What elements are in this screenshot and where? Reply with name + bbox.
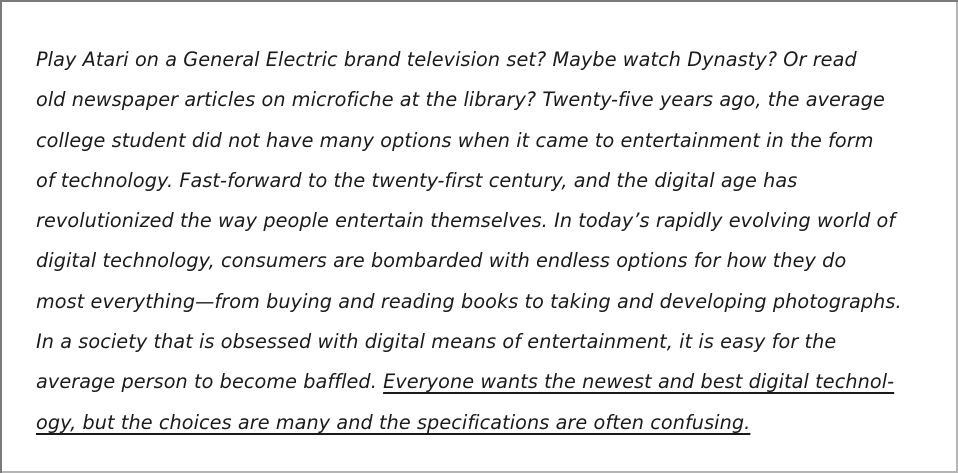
passage-line-7: most everything—from buying and reading books to taking and developing photographs. — [36, 289, 902, 313]
thesis-statement-part-1: Everyone wants the newest and best digital technol- — [383, 370, 895, 394]
passage-line-2: old newspaper articles on microfiche at the library? Twenty-five years ago, the average — [36, 88, 885, 112]
passage-line-1: Play Atari on a General Electric brand television set? Maybe watch Dynasty? Or read — [36, 48, 857, 71]
passage-line-5: revolutionized the way people entertain themselves. In today’s rapidly evolving world of — [36, 209, 896, 233]
passage-line-10 — [36, 403, 941, 443]
passage-line-3: college student did not have many options when it came to entertainment in the form — [36, 128, 874, 152]
passage-line-8: In a society that is obsessed with digital means of entertainment, it is easy for the — [36, 330, 837, 354]
thesis-statement-part-2: ogy, but the choices are many and the specifications are often confusing. — [36, 410, 751, 434]
passage-line-9 — [36, 362, 941, 402]
passage-line-9-text: average person to become baffled. — [36, 370, 384, 394]
passage-line-6: digital technology, consumers are bombarded with endless options for how they do — [36, 249, 847, 273]
passage-line-4: of technology. Fast-forward to the twenty-first century, and the digital age has — [36, 168, 798, 192]
handwritten-passage — [36, 40, 941, 443]
